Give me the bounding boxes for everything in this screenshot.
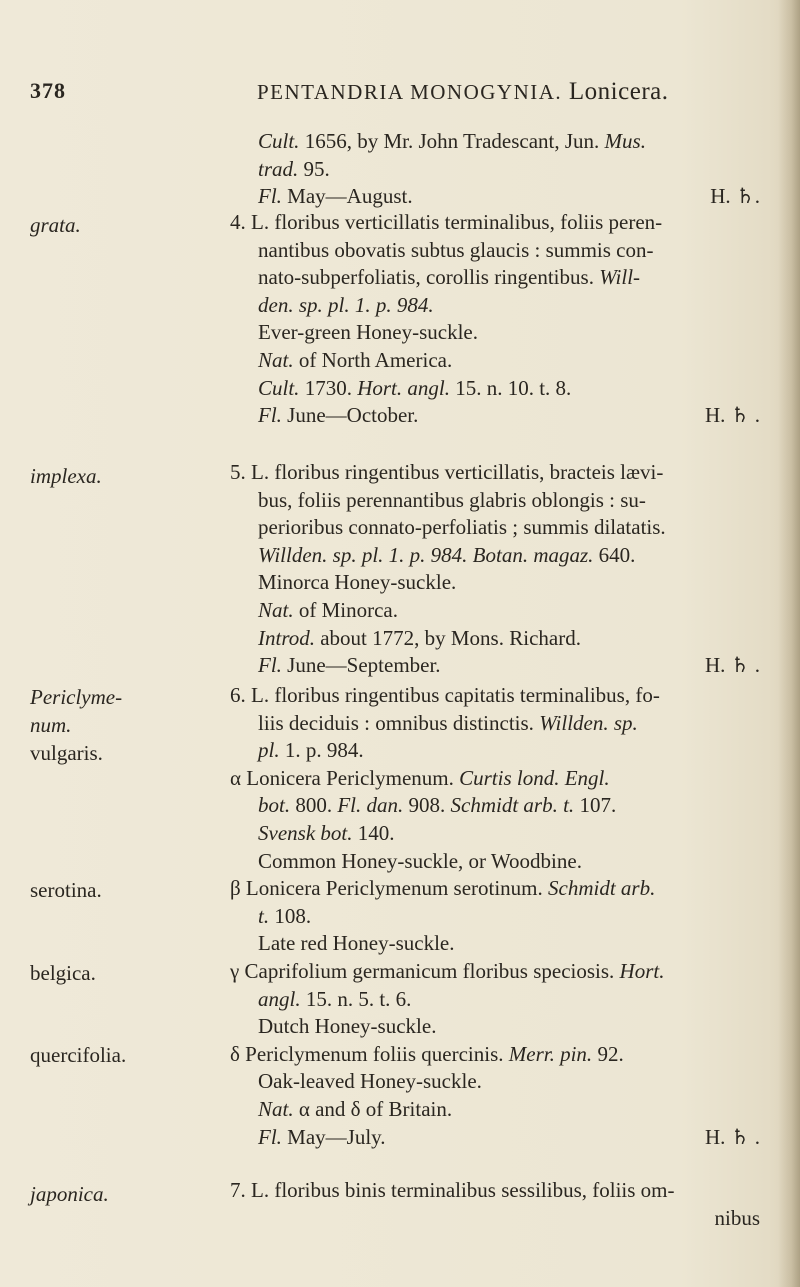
running-title: PENTANDRIA MONOGYNIA. Lonicera.	[257, 78, 669, 105]
variety-label-quercifolia: quercifolia.	[30, 1043, 127, 1067]
genus-name: Lonicera.	[568, 78, 669, 105]
species-entry-4: 4. L. floribus verticillatis terminalibus, foliis peren- nantibus obovatis subtus glaucis : summis con- nato-subperfoliatis, corollis ringentibus. Will- den. sp. pl. 1. p. 984. Ever-green Honey-suckle. Nat. of North America. Cult. 1730. Hort. angl. 15. n. 10. t. 8. Fl. June—October. H. ♄ .	[230, 209, 760, 430]
running-header	[30, 78, 750, 108]
species-entry-6: 6. L. floribus ringentibus capitatis terminalibus, fo- liis deciduis : omnibus distinctis. Willden. sp. pl. 1. p. 984. α Lonicera Periclymenum. Curtis lond. Engl. bot. 800. Fl. dan. 908. Schmidt arb. t. 107. Svensk bot. 140. Common Honey-suckle, or Woodbine. β Lonicera Periclymenum serotinum. Schmidt arb. t. 108. Late red Honey-suckle. γ Caprifolium germanicum floribus speciosis. Hort. angl. 15. n. 5. t. 6. Dutch Honey-suckle. δ Periclymenum foliis quercinis. Merr. pin. 92. Oak-leaved Honey-suckle. Nat. α and δ of Britain. Fl. May—July. H. ♄ .	[230, 682, 760, 1151]
continuation-block: Cult. 1656, by Mr. John Tradescant, Jun. Mus. trad. 95. Fl. May—August. H. ♄.	[230, 128, 760, 211]
habit-mark: H. ♄.	[710, 184, 760, 209]
habit-mark: H. ♄ .	[705, 403, 760, 428]
species-entry-5: 5. L. floribus ringentibus verticillatis, bracteis lævi- bus, foliis perennantibus glabris oblongis : su- perioribus connato-perfoliatis ; summis dilatatis. Willden. sp. pl. 1. p. 984. Botan. magaz. 640. Minorca Honey-suckle. Nat. of Minorca. Introd. about 1772, by Mons. Richard. Fl. June—September. H. ♄ .	[230, 459, 760, 680]
habit-mark: H. ♄ .	[705, 653, 760, 678]
variety-label-belgica: belgica.	[30, 961, 96, 985]
page-number: 378	[30, 78, 66, 103]
species-entry-7: 7. L. floribus binis terminalibus sessilibus, foliis om- nibus	[230, 1178, 760, 1230]
variety-label-serotina: serotina.	[30, 878, 102, 902]
margin-name-implexa: implexa.	[30, 464, 102, 488]
variety-label-vulgaris: vulgaris.	[30, 741, 103, 765]
margin-name-periclymenum: Periclyme- num.	[30, 685, 123, 737]
page-edge-shadow	[778, 0, 800, 1287]
habit-mark: H. ♄ .	[705, 1124, 760, 1149]
margin-name-japonica: japonica.	[30, 1182, 109, 1206]
margin-name-grata: grata.	[30, 213, 81, 237]
